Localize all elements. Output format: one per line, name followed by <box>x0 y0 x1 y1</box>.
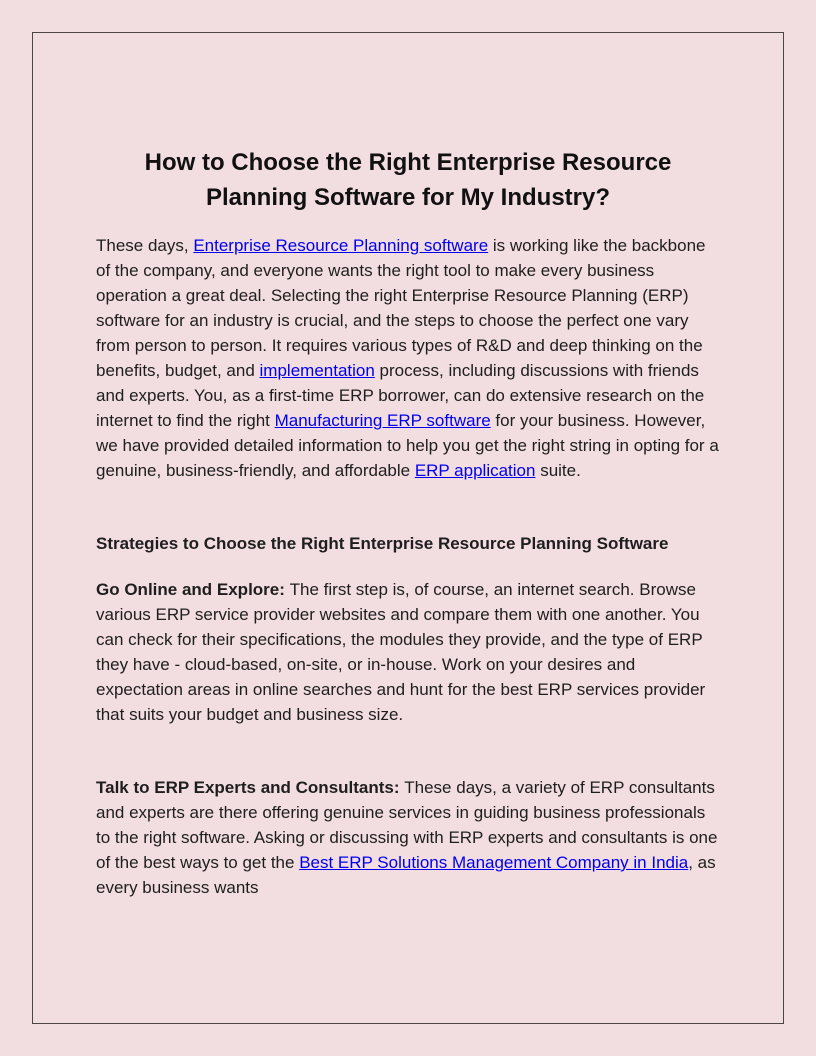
hyperlink[interactable]: ERP application <box>414 461 536 480</box>
text-run: Go Online and Explore: <box>96 580 290 599</box>
document-body <box>96 233 720 900</box>
hyperlink[interactable]: Manufacturing ERP software <box>274 411 491 430</box>
text-run: , as every business wants <box>96 853 716 897</box>
section-heading <box>96 531 720 556</box>
text-run: These days, <box>96 236 194 255</box>
text-run: These days, a variety of ERP consultants and experts are there offering genuine services in guiding business professionals to the right software. Asking or discussing with ERP experts and consultants is one of the best ways to get the <box>96 778 718 872</box>
text-run: The first step is, of course, an internet search. Browse various ERP service provider websites and compare them with one another. You can check for their specifications, the modules they provide, and the type of ERP they have - cloud-based, on-site, or in-house. Work on your desires and expectation areas in online searches and hunt for the best ERP services provider that suits your budget and business size. <box>96 580 706 724</box>
text-run: Talk to ERP Experts and Consultants: <box>96 778 405 797</box>
text-run: suite. <box>535 461 581 480</box>
hyperlink[interactable]: Enterprise Resource Planning software <box>193 236 489 255</box>
paragraph <box>96 577 720 727</box>
text-run: for your business. However, we have provided detailed information to help you get the right string in opting for a genuine, business-friendly, and affordable <box>96 411 719 480</box>
page-title: How to Choose the Right Enterprise Resource Planning Software for My Industry? <box>144 149 672 211</box>
text-run: Strategies to Choose the Right Enterprise Resource Planning Software <box>96 534 669 553</box>
paragraph <box>96 775 720 900</box>
document-content <box>96 0 720 948</box>
paragraph <box>96 233 720 483</box>
hyperlink[interactable]: implementation <box>259 361 375 380</box>
hyperlink[interactable]: Best ERP Solutions Management Company in India <box>299 853 689 872</box>
text-run: process, including discussions with friends and experts. You, as a first-time ERP borrower, can do extensive research on the internet to find the right <box>96 361 705 430</box>
text-run: is working like the backbone of the company, and everyone wants the right tool to make every business operation a great deal. Selecting the right Enterprise Resource Planning (ERP) software for an industry is crucial, and the steps to choose the perfect one vary from person to person. It requires various types of R&D and deep thinking on the benefits, budget, and <box>96 236 706 380</box>
